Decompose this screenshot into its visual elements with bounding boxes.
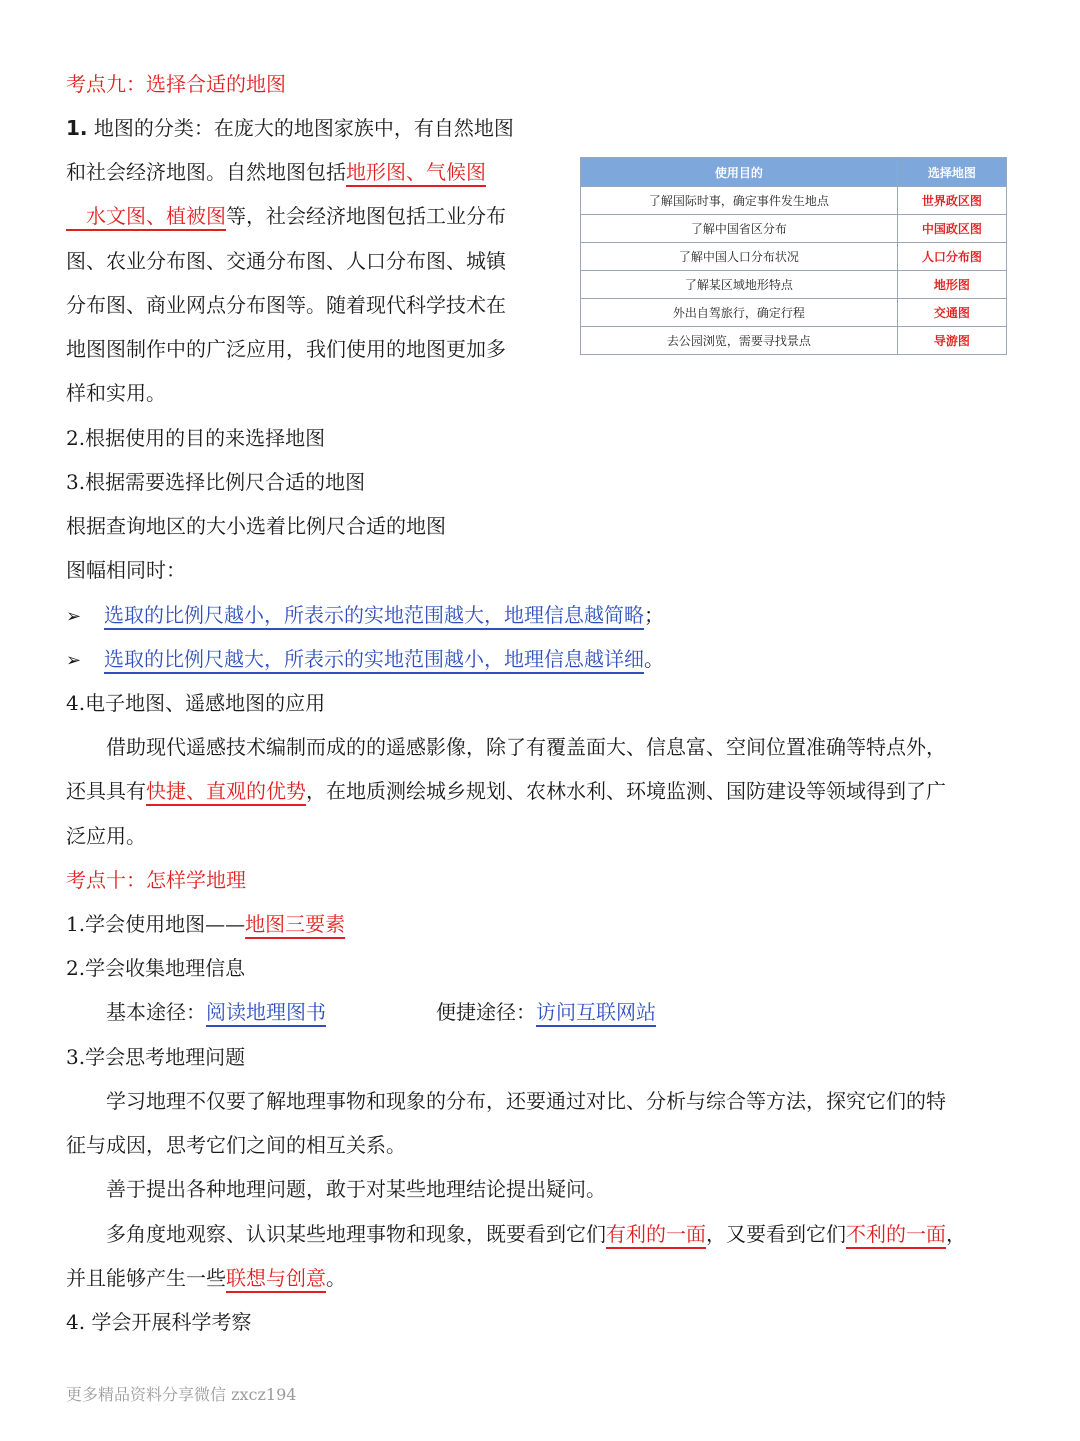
highlight-advantage: 快捷、直观的优势 [146,779,306,803]
footer-watermark: 更多精品资料分享微信 zxcz194 [66,1385,297,1404]
bullet-text: 选取的比例尺越小，所表示的实地范围越大，地理信息越简略 [104,603,644,627]
arrow-bullet-icon: ➢ [66,650,82,671]
para-4-b [66,777,946,805]
para-1-line-5: 分布图、商业网点分布图等。随着现代科学技术在 [66,293,506,317]
highlight-natural-maps-2: 水文图、植被图 [66,204,226,228]
bullet-end: ； [644,603,664,627]
table-row [581,327,1007,355]
text: 等，社会经济地图包括工业分布 [226,204,506,228]
text: 地图的分类：在庞大的地图家族中，有自然地图 [87,116,514,140]
text: 还具具有 [66,779,146,803]
basic-value: 阅读地理图书 [206,1000,326,1024]
table-row [581,215,1007,243]
bullet-item-2 [66,645,664,675]
s10-para-3-a: 学习地理不仅要了解地理事物和现象的分布，还要通过对比、分析与综合等方法，探究它们的特 [66,1089,946,1113]
table-row [581,243,1007,271]
table-row [581,187,1007,215]
purpose-cell: 去公园浏览，需要寻找景点 [581,327,898,355]
purpose-cell: 了解国际时事，确定事件发生地点 [581,187,898,215]
s10-para-3-e [66,1264,346,1292]
highlight-favorable: 有利的一面 [606,1222,706,1246]
para-4-c: 泛应用。 [66,824,146,848]
arrow-bullet-icon: ➢ [66,606,82,627]
map-cell: 人口分布图 [897,243,1006,271]
para-1-line-6: 地图图制作中的广泛应用，我们使用的地图更加多 [66,337,506,361]
para-3-a: 根据查询地区的大小选着比例尺合适的地图 [66,514,446,538]
section-10-title: 考点十：怎样学地理 [66,868,246,892]
s10-para-3: 3.学会思考地理问题 [66,1045,246,1069]
header-map: 选择地图 [897,158,1006,187]
text: 并且能够产生一些 [66,1266,226,1290]
quick-label: 便捷途径： [436,1000,536,1024]
para-4-a: 借助现代遥感技术编制而成的的遥感影像，除了有覆盖面大、信息富、空间位置准确等特点外， [66,735,946,759]
map-cell: 导游图 [897,327,1006,355]
map-purpose-table [580,157,1007,355]
purpose-cell: 了解中国省区分布 [581,215,898,243]
bullet-end: 。 [644,647,664,671]
highlight-natural-maps: 地形图、气候图 [346,160,486,184]
purpose-cell: 了解某区域地形特点 [581,271,898,299]
text: 多角度地观察、认识某些地理事物和现象，既要看到它们 [66,1222,606,1246]
text: ，又要看到它们 [706,1222,846,1246]
s10-para-4: 4. 学会开展科学考察 [66,1310,252,1334]
s10-para-1 [66,910,345,938]
text: 和社会经济地图。自然地图包括 [66,160,346,184]
highlight-map-elements: 地图三要素 [245,912,346,936]
section-9-title: 考点九：选择合适的地图 [66,72,286,96]
para-1-line-7: 样和实用。 [66,381,166,405]
basic-label: 基本途径： [66,1000,206,1024]
text: 。 [326,1266,346,1290]
purpose-cell: 了解中国人口分布状况 [581,243,898,271]
s10-para-3-d [66,1220,966,1248]
map-cell: 交通图 [897,299,1006,327]
para-1-line-1 [66,114,514,142]
table-row [581,271,1007,299]
s10-para-2: 2.学会收集地理信息 [66,956,246,980]
para-1-line-3 [66,202,506,230]
bullet-text: 选取的比例尺越大，所表示的实地范围越小，地理信息越详细 [104,647,644,671]
purpose-cell: 外出自驾旅行，确定行程 [581,299,898,327]
bullet-item-1 [66,601,664,631]
highlight-unfavorable: 不利的一面 [846,1222,946,1246]
header-purpose: 使用目的 [581,158,898,187]
para-3: 3.根据需要选择比例尺合适的地图 [66,470,366,494]
para-4: 4.电子地图、遥感地图的应用 [66,691,326,715]
para-1-line-2 [66,158,486,186]
map-cell: 世界政区图 [897,187,1006,215]
para-2: 2.根据使用的目的来选择地图 [66,426,326,450]
highlight-creativity: 联想与创意 [226,1266,326,1290]
table-row [581,299,1007,327]
item-number: 1. [66,116,88,140]
text: ，在地质测绘城乡规划、农林水利、环境监测、国防建设等领域得到了广 [306,779,946,803]
map-cell: 中国政区图 [897,215,1006,243]
para-1-line-4: 图、农业分布图、交通分布图、人口分布图、城镇 [66,249,506,273]
s10-para-3-c: 善于提出各种地理问题，敢于对某些地理结论提出疑问。 [66,1177,606,1201]
map-cell: 地形图 [897,271,1006,299]
quick-value: 访问互联网站 [536,1000,656,1024]
para-3-b: 图幅相同时： [66,558,186,582]
s10-ways-line [66,998,656,1026]
table-header-row [581,158,1007,187]
text: 1.学会使用地图—— [66,912,246,936]
s10-para-3-b: 征与成因，思考它们之间的相互关系。 [66,1133,406,1157]
text: ， [946,1222,966,1246]
